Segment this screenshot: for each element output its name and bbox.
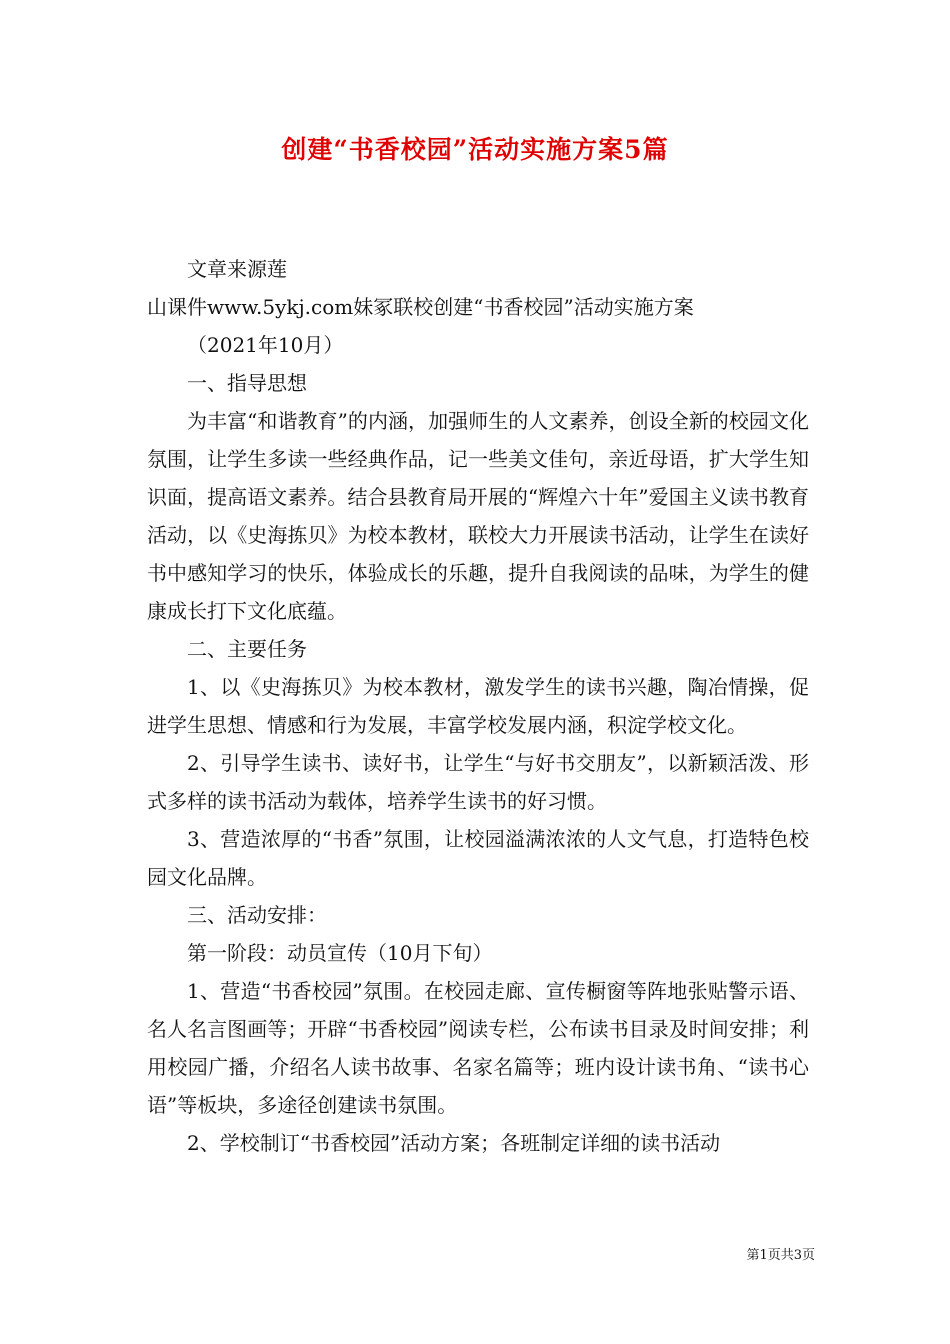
document-body: [147, 250, 809, 1162]
page-footer: 第1页共3页: [746, 1248, 815, 1263]
document-title: 创建“书香校园”活动实施方案5篇: [281, 135, 669, 164]
task-item-1: 1、以《史海拣贝》为校本教材，激发学生的读书兴趣，陶冶情操，促进学生思想、情感和行为发展，丰富学校发展内涵，积淀学校文化。: [147, 675, 809, 737]
paragraph-heading-line: 山课件www.5ykj.com妹冢联校创建“书香校园”活动实施方案: [147, 295, 694, 319]
paragraph-source: 文章来源莲: [187, 257, 287, 281]
stage-item-1: 1、营造“书香校园”氛围。在校园走廊、宣传橱窗等阵地张贴警示语、名人名言图画等；开辟“书香校园”阅读专栏，公布读书目录及时间安排；利用校园广播，介绍名人读书故事、名家名篇等；班内设计读书角、“读书心语”等板块，多途径创建读书氛围。: [147, 979, 809, 1117]
stage-item-2: 2、学校制订“书香校园”活动方案；各班制定详细的读书活动: [187, 1131, 721, 1155]
task-item-3: 3、营造浓厚的“书香”氛围，让校园溢满浓浓的人文气息，打造特色校园文化品牌。: [147, 827, 809, 889]
section-heading-2: 二、主要任务: [187, 637, 307, 661]
task-item-2: 2、引导学生读书、读好书，让学生“与好书交朋友”，以新颖活泼、形式多样的读书活动为载体，培养学生读书的好习惯。: [147, 751, 809, 813]
stage-heading-1: 第一阶段：动员宣传（10月下旬）: [187, 941, 493, 965]
section-heading-3: 三、活动安排：: [187, 903, 327, 927]
paragraph-date: （2021年10月）: [187, 333, 344, 357]
paragraph-guiding-thought: 为丰富“和谐教育”的内涵，加强师生的人文素养，创设全新的校园文化氛围，让学生多读一些经典作品，记一些美文佳句，亲近母语，扩大学生知识面，提高语文素养。结合县教育局开展的“辉煌六十年”爱国主义读书教育活动，以《史海拣贝》为校本教材，联校大力开展读书活动，让学生在读好书中感知学习的快乐，体验成长的乐趣，提升自我阅读的品味，为学生的健康成长打下文化底蕴。: [147, 409, 809, 623]
section-heading-1: 一、指导思想: [187, 371, 307, 395]
